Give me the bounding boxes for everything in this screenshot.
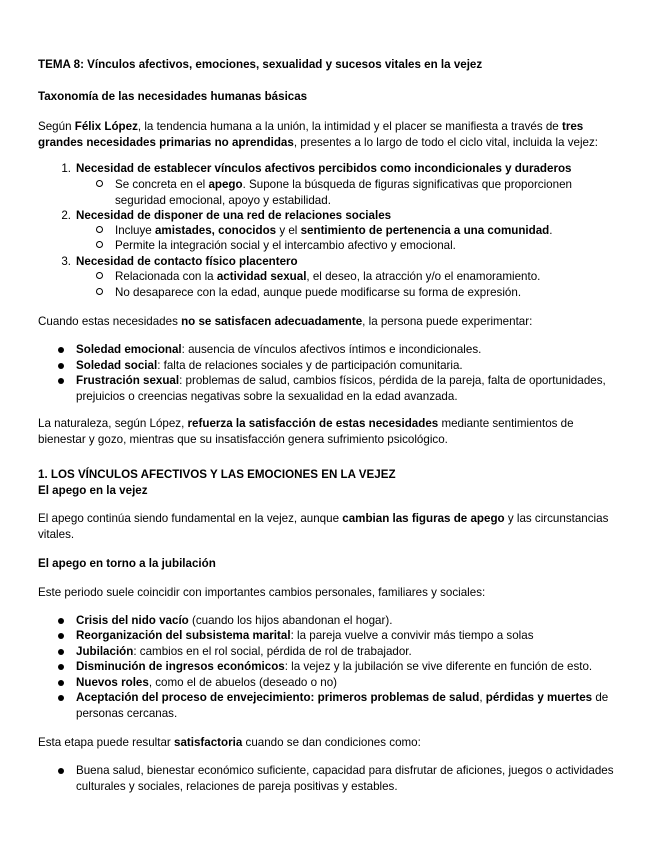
text: : cambios en el rol social, pérdida de rol de trabajador. bbox=[133, 645, 412, 658]
section-1-subtitle: El apego en la vejez bbox=[38, 484, 148, 497]
text: de personas cercanas. bbox=[76, 691, 609, 720]
intro-paragraph bbox=[38, 119, 623, 150]
bullet-icon bbox=[58, 768, 64, 774]
text: No desaparece con la edad, aunque puede modificarse su forma de expresión. bbox=[115, 286, 522, 299]
text: , bbox=[479, 691, 486, 704]
bullet-icon bbox=[58, 347, 64, 353]
text-bold: Disminución de ingresos económicos bbox=[76, 660, 285, 673]
text-bold: Félix López bbox=[74, 120, 138, 133]
text: y el bbox=[276, 224, 301, 237]
need-item-3 bbox=[57, 254, 623, 270]
text: : falta de relaciones sociales y de participación comunitaria. bbox=[157, 359, 463, 372]
retirement-item-5 bbox=[57, 675, 623, 691]
bullet-icon bbox=[58, 363, 64, 369]
text: Se concreta en el bbox=[115, 178, 209, 191]
taxonomy-heading: Taxonomía de las necesidades humanas básicas bbox=[38, 90, 308, 103]
text: Buena salud, bienestar económico suficiente, capacidad para disfrutar de aficiones, juegos o actividades culturales y sociales, relaciones de pareja positivas y estables. bbox=[76, 764, 614, 793]
text-bold: pérdidas y muertes bbox=[485, 691, 593, 704]
text-bold: satisfactoria bbox=[174, 736, 243, 749]
nature-paragraph bbox=[38, 416, 623, 447]
consequence-item-2 bbox=[57, 358, 623, 374]
text: , como el de abuelos (deseado o no) bbox=[148, 676, 338, 689]
text: El apego continúa siendo fundamental en la vejez, aunque bbox=[38, 512, 343, 525]
need-1-sub-1 bbox=[96, 177, 623, 208]
consequence-item-3 bbox=[57, 373, 623, 404]
text: y las circunstancias vitales. bbox=[38, 512, 609, 541]
circle-bullet-icon bbox=[96, 272, 103, 279]
section-1-title: 1. LOS VÍNCULOS AFECTIVOS Y LAS EMOCIONES EN LA VEJEZ bbox=[38, 468, 396, 481]
retirement-heading: El apego en torno a la jubilación bbox=[38, 557, 216, 570]
circle-bullet-icon bbox=[96, 241, 103, 248]
bullet-icon bbox=[58, 649, 64, 655]
retirement-item-4 bbox=[57, 659, 623, 675]
text-bold: Nuevos roles bbox=[76, 676, 149, 689]
circle-bullet-icon bbox=[96, 288, 103, 295]
need-title: Necesidad de contacto físico placentero bbox=[76, 255, 298, 268]
bullet-icon bbox=[58, 378, 64, 384]
list-number: 2. bbox=[61, 209, 71, 222]
text: , el deseo, la atracción y/o el enamoramiento. bbox=[306, 270, 541, 283]
text: Esta etapa puede resultar bbox=[38, 736, 174, 749]
text: , la tendencia humana a la unión, la intimidad y el placer se manifiesta a través de bbox=[137, 120, 562, 133]
text-bold: refuerza la satisfacción de estas necesidades bbox=[187, 417, 439, 430]
text-bold: Frustración sexual bbox=[76, 374, 180, 387]
condition-item-1 bbox=[57, 763, 623, 794]
text: mediante sentimientos de bienestar y gozo, mientras que su insatisfacción genera sufrimiento psicológico. bbox=[38, 417, 574, 446]
text-bold: Reorganización del subsistema marital bbox=[76, 629, 291, 642]
text-bold: cambian las figuras de apego bbox=[342, 512, 505, 525]
text-bold: no se satisfacen adecuadamente bbox=[181, 315, 363, 328]
text-bold: sentimiento de pertenencia a una comunidad bbox=[300, 224, 550, 237]
need-3-sub-2 bbox=[96, 285, 623, 301]
satisfaction-paragraph bbox=[38, 735, 623, 751]
text-bold: Aceptación del proceso de envejecimiento: primeros problemas de salud bbox=[76, 691, 480, 704]
unsatisfied-paragraph bbox=[38, 314, 623, 330]
bullet-icon bbox=[58, 618, 64, 624]
text: Cuando estas necesidades bbox=[38, 315, 182, 328]
need-item-2 bbox=[57, 208, 623, 224]
bullet-icon bbox=[58, 633, 64, 639]
circle-bullet-icon bbox=[96, 180, 103, 187]
text: . Supone la búsqueda de figuras significativas que proporcionen seguridad emocional, apoyo y estabilidad. bbox=[115, 178, 572, 207]
need-2-sub-2 bbox=[96, 238, 623, 254]
text: . bbox=[549, 224, 553, 237]
text: Incluye bbox=[115, 224, 155, 237]
retirement-item-3 bbox=[57, 644, 623, 660]
text-bold: Soledad emocional bbox=[76, 343, 182, 356]
text: : la pareja vuelve a convivir más tiempo a solas bbox=[290, 629, 534, 642]
text: , presentes a lo largo de todo el ciclo vital, incluida la vejez: bbox=[293, 135, 598, 149]
need-2-sub-1 bbox=[96, 223, 623, 239]
need-3-sub-1 bbox=[96, 269, 623, 285]
text: , la persona puede experimentar: bbox=[362, 315, 533, 328]
retirement-item-1 bbox=[57, 613, 623, 629]
bullet-icon bbox=[58, 680, 64, 686]
text: Según bbox=[38, 120, 75, 133]
attachment-paragraph bbox=[38, 511, 623, 542]
need-item-1 bbox=[57, 161, 623, 177]
text: Permite la integración social y el intercambio afectivo y emocional. bbox=[115, 239, 456, 252]
text: cuando se dan condiciones como: bbox=[242, 736, 421, 749]
text-bold: Soledad social bbox=[76, 359, 158, 372]
text-bold: amistades, conocidos bbox=[154, 224, 277, 237]
list-number: 1. bbox=[61, 162, 71, 175]
text: Relacionada con la bbox=[115, 270, 217, 283]
text: (cuando los hijos abandonan el hogar). bbox=[188, 614, 393, 627]
text-bold: tres grandes necesidades primarias no aprendidas bbox=[38, 120, 584, 149]
retirement-item-6 bbox=[57, 690, 623, 721]
consequence-item-1 bbox=[57, 342, 623, 358]
need-title: Necesidad de disponer de una red de relaciones sociales bbox=[76, 209, 392, 222]
list-number: 3. bbox=[61, 255, 71, 268]
retirement-intro: Este periodo suele coincidir con importantes cambios personales, familiares y sociales: bbox=[38, 586, 486, 599]
text-bold: Jubilación bbox=[76, 645, 134, 658]
text-bold: apego bbox=[208, 178, 243, 191]
text: : la vejez y la jubilación se vive diferente en función de esto. bbox=[284, 660, 593, 673]
text: : problemas de salud, cambios físicos, pérdida de la pareja, falta de oportunidades, prejuicios o creencias negativas sobre la sexualidad en la edad avanzada. bbox=[76, 374, 606, 403]
document-title: TEMA 8: Vínculos afectivos, emociones, sexualidad y sucesos vitales en la vejez bbox=[38, 58, 483, 71]
text: : ausencia de vínculos afectivos íntimos e incondicionales. bbox=[181, 343, 482, 356]
text-bold: Crisis del nido vacío bbox=[76, 614, 189, 627]
bullet-icon bbox=[58, 664, 64, 670]
text: La naturaleza, según López, bbox=[38, 417, 188, 430]
retirement-item-2 bbox=[57, 628, 623, 644]
need-title: Necesidad de establecer vínculos afectivos percibidos como incondicionales y duraderos bbox=[76, 162, 572, 175]
text-bold: actividad sexual bbox=[216, 270, 307, 283]
bullet-icon bbox=[58, 695, 64, 701]
circle-bullet-icon bbox=[96, 226, 103, 233]
